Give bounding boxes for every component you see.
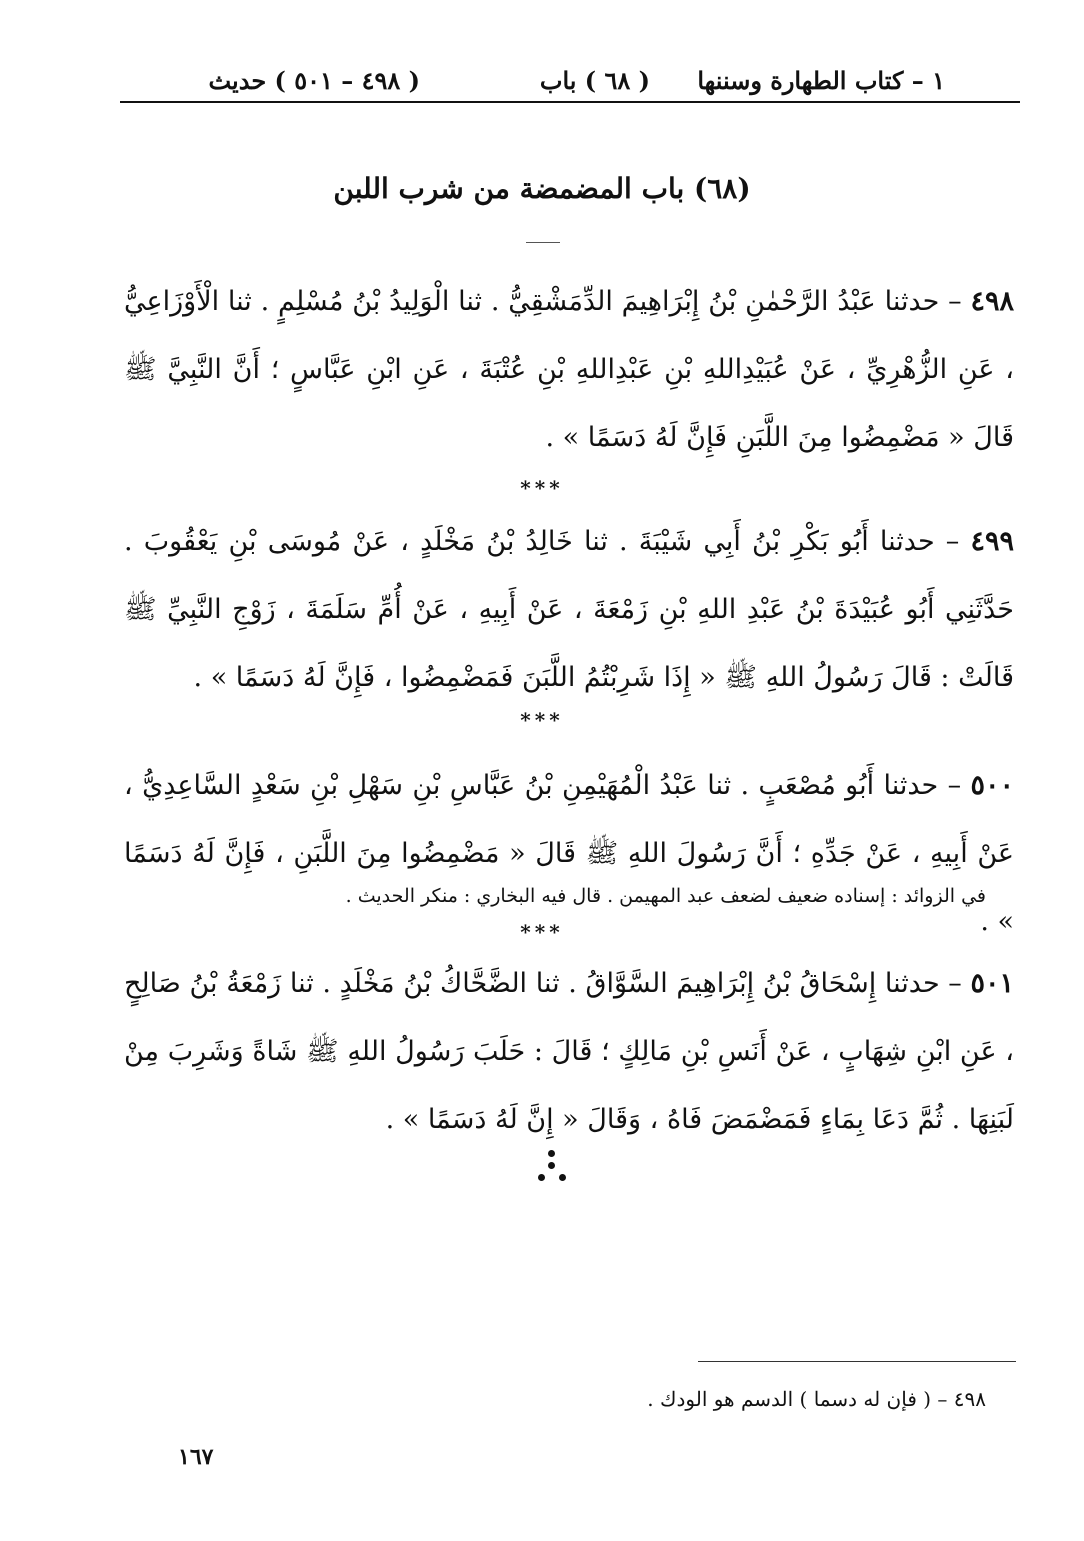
title-underline [526,242,560,243]
hadith-501 [124,950,1014,1154]
hadith-number: ٤٩٩ [970,526,1014,557]
hadith-number: ٥٠٠ [970,770,1014,801]
ornament-dot [548,1150,555,1157]
header-rule [120,101,1020,103]
hadith-498 [124,268,1014,472]
ornament-dot [559,1174,566,1181]
section-separator: *** [520,920,564,944]
hadith-number: ٥٠١ [970,968,1014,999]
ornament-dot [538,1174,545,1181]
chapter-title: (٦٨) باب المضمضة من شرب اللبن [333,172,751,205]
header-chapter-number: ( ٦٨ ) باب [539,66,650,95]
ornament-dot [548,1162,555,1169]
footnote: ٤٩٨ – ( فإن له دسما ) الدسم هو الودك . [647,1387,986,1411]
hadith-text: – حدثنا عَبْدُ الرَّحْمٰنِ بْنُ إِبْرَاهِيمَ الدِّمَشْقِيُّ . ثنا الْوَلِيدُ بْنُ مُسْلِمٍ . ثنا الْأَوْزَاعِيُّ ، عَنِ الزُّهْرِيِّ ، عَنْ عُبَيْدِاللهِ بْنِ عَبْدِاللهِ بْنِ عُتْبَةَ ، عَنِ ابْنِ عَبَّاسٍ ؛ أَنَّ النَّبِيَّ ﷺ قَالَ « مَضْمِضُوا مِنَ اللَّبَنِ فَإِنَّ لَهُ دَسَمًا » . [124,286,1014,453]
hadith-499 [124,508,1014,712]
hadith-text: – حدثنا إِسْحَاقُ بْنُ إِبْرَاهِيمَ السَّوَّاقُ . ثنا الضَّحَّاكُ بْنُ مَخْلَدٍ . ثنا زَمْعَةُ بْنُ صَالِحٍ ، عَنِ ابْنِ شِهَابٍ ، عَنْ أَنَسِ بْنِ مَالِكٍ ؛ قَالَ : حَلَبَ رَسُولُ اللهِ ﷺ شَاةً وَشَرِبَ مِنْ لَبَنِهَا . ثُمَّ دَعَا بِمَاءٍ فَمَضْمَضَ فَاهُ ، وَقَالَ « إِنَّ لَهُ دَسَمًا » . [124,968,1014,1135]
hadith-text: – حدثنا أَبُو مُصْعَبٍ . ثنا عَبْدُ الْمُهَيْمِنِ بْنُ عَبَّاسِ بْنِ سَهْلِ بْنِ سَعْدٍ السَّاعِدِيُّ ، عَنْ أَبِيهِ ، عَنْ جَدِّهِ ؛ أَنَّ رَسُولَ اللهِ ﷺ قَالَ « مَضْمِضُوا مِنَ اللَّبَنِ ، فَإِنَّ لَهُ دَسَمًا » . [124,770,1014,937]
page-number: ١٦٧ [178,1444,214,1470]
header-book-title: ١ – كتاب الطهارة وسننها [697,66,945,95]
header-hadith-range: ( ٤٩٨ – ٥٠١ ) حديث [208,66,420,95]
running-header [120,58,1020,102]
section-separator: *** [520,476,564,500]
section-separator: *** [520,708,564,732]
hadith-text: – حدثنا أَبُو بَكْرِ بْنُ أَبِي شَيْبَةَ . ثنا خَالِدُ بْنُ مَخْلَدٍ ، عَنْ مُوسَى بْنِ يَعْقُوبَ . حَدَّثَنِي أَبُو عُبَيْدَةَ بْنُ عَبْدِ اللهِ بْنِ زَمْعَةَ ، عَنْ أَبِيهِ ، عَنْ أُمِّ سَلَمَةَ ، زَوْجِ النَّبِيِّ ﷺ قَالَتْ : قَالَ رَسُولُ اللهِ ﷺ « إِذَا شَرِبْتُمُ اللَّبَنَ فَمَضْمِضُوا ، فَإِنَّ لَهُ دَسَمًا » . [124,526,1014,693]
zawaid-note: في الزوائد : إسناده ضعيف لضعف عبد المهيمن . قال فيه البخاري : منكر الحديث . [345,885,986,907]
end-ornament [532,1146,572,1190]
hadith-number: ٤٩٨ [970,286,1014,317]
footnote-rule [698,1361,1016,1362]
